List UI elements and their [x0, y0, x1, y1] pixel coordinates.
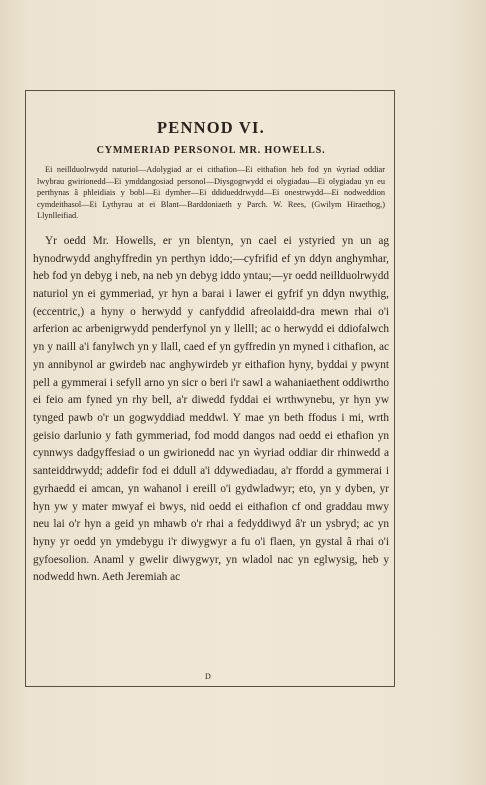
chapter-title: PENNOD VI.: [157, 118, 265, 137]
signature-mark: D: [205, 672, 212, 681]
chapter-summary: Ei neillduolrwydd naturiol—Adolygiad ar ei cithafion—Ei eithafion heb fod yn ẁyriad oddiar lwybrau gwirionedd—Ei ymddangosiad personol—Diysgogrwydd ei olygiadau—Ei olygiadau yn eu perthynas â phleidiais y bobl—Ei dymher—Ei ddidueddrwydd—Ei onestrwydd—Ei nodweddion cymdeithasol—Ei Lythyrau at ei Blant—Barddoniaeth y Parch. W. Rees, (Gwilym Hiraethog,) Llynlleifiad.: [37, 165, 385, 221]
page-content: [33, 118, 389, 587]
chapter-subtitle: CYMMERIAD PERSONOL MR. HOWELLS.: [96, 145, 326, 156]
body-paragraph: Yr oedd Mr. Howells, er yn blentyn, yn cael ei ystyried yn un ag hynodrwydd anghyffredin yn perthyn iddo;—cyfrifid ef yn ddyn anghymhar, heb fod yn debyg i neb, na neb yn debyg iddo yntau;—yr oedd neillduolrwydd naturiol yn ei gymmeriad, yr hyn a barai i lawer ei gyfrif yn ddyn nwythig, (eccentric,) a hyny o herwydd y canfyddid afreolaidd-dra mewn rhai o'i arferion ac arbenigrwydd penderfynol yn y llelll; ac o herwydd ei ddiofalwch yn y naill a'i fanylwch yn y llall, caed ef yn gyffredin yn myned i cithafion, ac yn annibynol ar gwirdeb nac anghywirdeb yr eithafion hyny, byddai y pwynt pell a gymmerai i sefyll arno yn sicr o beri i'r sawl a wahaniaethent oddiwrtho ei feio am fyned yn rhy bell, a'r diwedd fyddai ei wrthwynebu, yr hyn yw tynged pawb o'r un gogwyddiad meddwl. Y mae yn beth ffodus i mi, wrth geisio darlunio y fath gymmeriad, fod modd dangos nad oedd ei ethafion yn cynnwys dadgyffesiad o un gwirionedd nac yn ẁyriad oddiar dir rhinwedd a santeiddrwydd; addefir fod ei ddull a'i ddywediadau, a'r ffordd a gymmerai i gyrhaedd ei amcan, yn wahanol i ereill o'i gydwladwyr; eto, yn y dyben, yr hyn yw y mater mwyaf ei bwys, nid oedd ei eithafion cf ond graddau mwy neu lai o'r hyn a geid yn mhawb o'r rhai a fedyddiwyd â'r un ysbryd; ac yn hyny yr oedd yn ymdebygu i'r diwygwyr a fu o'i flaen, yn gystal â rhai o'i gyfoesolion. Anaml y gwelir diwygwyr, yn wladol nac yn eglwysig, heb y nodwedd hwn. Aeth Jeremiah ac: [33, 234, 389, 584]
